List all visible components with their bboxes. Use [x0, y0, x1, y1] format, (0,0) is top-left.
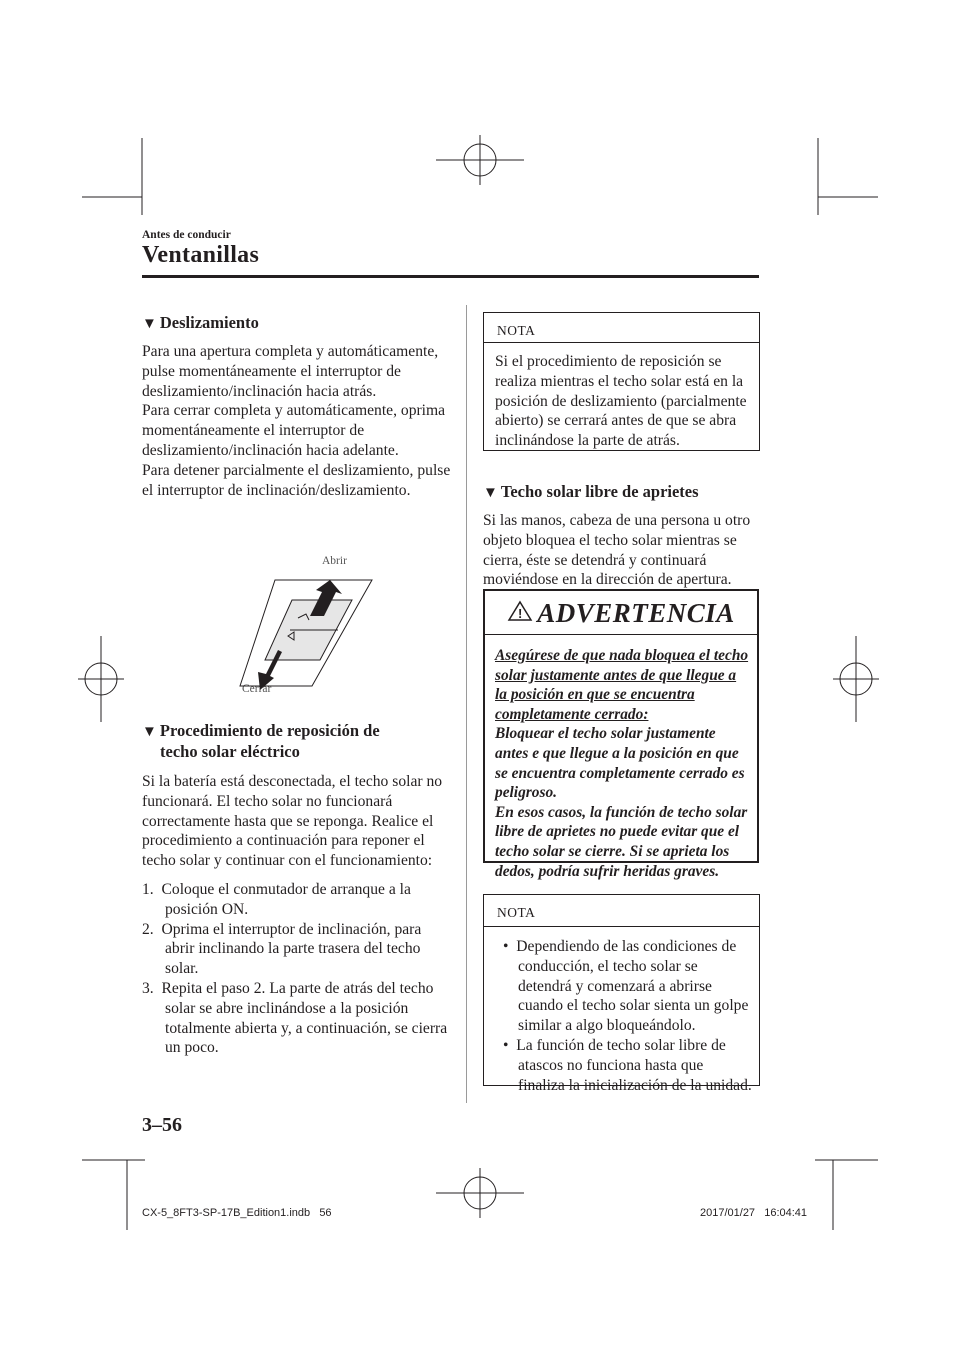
down-triangle-icon: ▼: [483, 485, 498, 501]
reset-heading-line2: techo solar eléctrico: [160, 742, 300, 761]
note-label: NOTA: [497, 905, 536, 920]
down-triangle-icon: ▼: [142, 316, 157, 332]
list-item: 1. Coloque el conmutador de arranque a la posición ON.: [142, 880, 411, 918]
slide-paragraph: Para una apertura completa y automáticamente, pulse momentáneamente el interruptor de deslizamiento/inclinación hacia atrás.: [142, 343, 439, 400]
slide-section: [142, 313, 452, 500]
list-item: • La función de techo solar libre de atascos no funciona hasta que finaliza la inicialización de la unidad.: [503, 1036, 752, 1094]
timestamp: 2017/01/27 16:04:41: [700, 1207, 808, 1219]
reset-steps: [142, 880, 452, 1058]
switch-illustration: [230, 550, 380, 698]
warning-header: [485, 591, 757, 635]
figure-label-open: Abrir: [322, 555, 347, 567]
antipinch-text: Si las manos, cabeza de una persona u otro objeto bloquea el techo solar mientras se cierra, éste se detendrá y continuará moviéndose en la dirección de apertura.: [483, 512, 751, 589]
warning-underlined: Asegúrese de que nada bloquea el techo solar justamente antes de que llegue a la posición en que se encuentra completamente cerrado:: [495, 647, 749, 723]
warning-body: Bloquear el techo solar justamente antes e que llegue a la posición en que se encuentra completamente cerrado es peligroso.: [495, 725, 745, 802]
page-title: Ventanillas: [142, 242, 260, 268]
warning-title: ADVERTENCIA: [537, 598, 735, 628]
note-box-antipinch: [483, 894, 760, 1094]
warning-box: [483, 589, 759, 880]
switch-figure: [230, 550, 380, 698]
note-bullets: [484, 927, 759, 1095]
section-label: Antes de conducir: [142, 229, 231, 241]
page-number: 3–56: [142, 1114, 182, 1136]
note-header: [484, 313, 759, 343]
note-text: Si el procedimiento de reposición se realiza mientras el techo solar está en la posición de deslizamiento (parcialmente abierto) se cerrará antes de que se abra inclinándose la parte de atrás.: [495, 353, 747, 450]
file-name: CX-5_8FT3-SP-17B_Edition1.indb 56: [142, 1207, 332, 1219]
list-item: • Dependiendo de las condiciones de conducción, el techo solar se detendrá y comenzará a abrirse cuando el techo solar sienta un golpe similar a algo bloqueándolo.: [503, 938, 749, 1035]
slide-heading: ▼ Deslizamiento: [142, 313, 259, 332]
column-divider: [466, 305, 467, 1103]
antipinch-section: [483, 482, 759, 590]
note-box-reset: [483, 312, 760, 451]
antipinch-heading: ▼ Techo solar libre de aprietes: [483, 482, 699, 501]
note-header: [484, 895, 759, 927]
note-label: NOTA: [497, 323, 536, 338]
reset-heading: ▼ Procedimiento de reposición de: [142, 721, 380, 740]
reset-intro: Si la batería está desconectada, el techo solar no funcionará. El techo solar no funcionará correctamente hasta que se reponga. Realice el procedimiento a continuación para reponer el techo solar y continuar con el funcionamiento:: [142, 773, 443, 870]
reset-section: [142, 721, 452, 1058]
header-rule: [142, 275, 759, 278]
slide-paragraph: Para cerrar completa y automáticamente, oprima momentáneamente el interruptor de deslizamiento/inclinación hacia adelante.: [142, 402, 446, 459]
list-item: 2. Oprima el interruptor de inclinación, para abrir inclinando la parte trasera del techo solar.: [142, 920, 422, 978]
down-triangle-icon: ▼: [142, 724, 157, 740]
figure-label-close: Cerrar: [242, 683, 272, 695]
slide-paragraph: Para detener parcialmente el deslizamiento, pulse el interruptor de inclinación/deslizamiento.: [142, 461, 451, 499]
warning-triangle-icon: [507, 600, 533, 627]
list-item: 3. Repita el paso 2. La parte de atrás del techo solar se abre inclinándose a la posición totalmente abierta y, a continuación, se cierra un poco.: [142, 979, 448, 1057]
warning-body2: En esos casos, la función de techo solar libre de aprietes no puede evitar que el techo solar se cierre. Si se aprieta los dedos, podría sufrir heridas graves.: [495, 803, 748, 880]
svg-text:!: !: [518, 606, 523, 621]
